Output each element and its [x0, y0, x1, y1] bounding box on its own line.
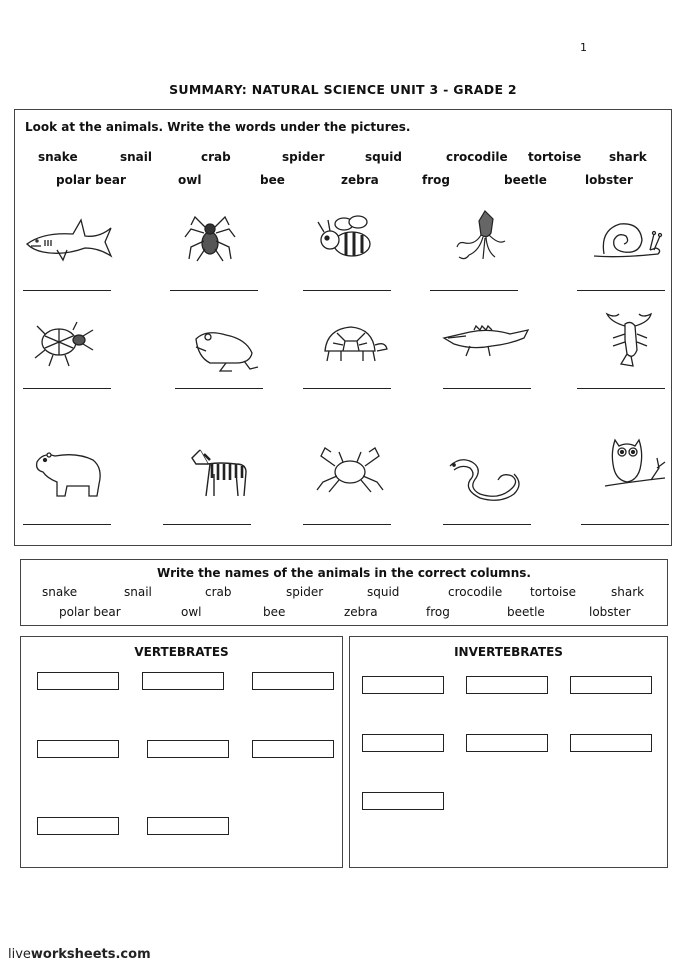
classification-instruction: Write the names of the animals in the correct columns. — [157, 566, 531, 580]
answer-line[interactable] — [163, 524, 251, 525]
crocodile-icon — [440, 310, 530, 370]
vertebrates-title: VERTEBRATES — [134, 645, 229, 659]
word-bank-item: snail — [124, 585, 152, 599]
answer-line[interactable] — [443, 388, 531, 389]
vertebrate-answer-box[interactable] — [37, 672, 119, 690]
word-bank-item: snake — [42, 585, 78, 599]
word-bank-item: beetle — [504, 173, 547, 187]
word-bank-item: bee — [263, 605, 286, 619]
word-bank-item: squid — [365, 150, 402, 164]
invertebrate-answer-box[interactable] — [466, 734, 548, 752]
word-bank-item: zebra — [341, 173, 379, 187]
answer-line[interactable] — [23, 524, 111, 525]
answer-line[interactable] — [23, 388, 111, 389]
word-bank-item: spider — [282, 150, 325, 164]
invertebrate-answer-box[interactable] — [362, 792, 444, 810]
page-number: 1 — [580, 41, 587, 54]
invertebrate-answer-box[interactable] — [362, 676, 444, 694]
bee-icon — [300, 210, 390, 270]
vertebrate-answer-box[interactable] — [252, 672, 334, 690]
vertebrate-answer-box[interactable] — [147, 817, 229, 835]
lobster-icon — [585, 310, 675, 370]
answer-line[interactable] — [430, 290, 518, 291]
invertebrates-title: INVERTEBRATES — [454, 645, 563, 659]
word-bank-item: snail — [120, 150, 153, 164]
word-bank-item: tortoise — [528, 150, 582, 164]
snake-icon — [440, 450, 530, 510]
invertebrate-answer-box[interactable] — [570, 734, 652, 752]
word-bank-item: lobster — [589, 605, 631, 619]
polar-bear-icon — [27, 442, 117, 502]
footer-brand-rest: worksheets.com — [30, 947, 151, 962]
zebra-icon — [180, 442, 270, 502]
answer-line[interactable] — [303, 524, 391, 525]
word-bank-item: bee — [260, 173, 285, 187]
word-bank-item: crocodile — [446, 150, 508, 164]
invertebrate-answer-box[interactable] — [362, 734, 444, 752]
answer-line[interactable] — [577, 388, 665, 389]
answer-line[interactable] — [23, 290, 111, 291]
vertebrate-answer-box[interactable] — [37, 817, 119, 835]
answer-line[interactable] — [577, 290, 665, 291]
vertebrates-column — [20, 636, 343, 868]
answer-line[interactable] — [170, 290, 258, 291]
word-bank-item: snake — [38, 150, 78, 164]
tortoise-icon — [305, 315, 395, 375]
pictures-section — [14, 109, 672, 546]
word-bank-item: frog — [422, 173, 450, 187]
word-bank-item: crab — [205, 585, 232, 599]
word-bank-item: polar bear — [56, 173, 126, 187]
vertebrate-answer-box[interactable] — [147, 740, 229, 758]
answer-line[interactable] — [443, 524, 531, 525]
page-title: SUMMARY: NATURAL SCIENCE UNIT 3 - GRADE 2 — [169, 82, 517, 97]
invertebrate-answer-box[interactable] — [466, 676, 548, 694]
squid-icon — [435, 205, 525, 265]
word-bank-item: shark — [609, 150, 647, 164]
beetle-icon — [23, 312, 113, 372]
shark-icon — [23, 210, 113, 270]
word-bank-item: spider — [286, 585, 324, 599]
word-bank-item: crocodile — [448, 585, 503, 599]
word-bank-item: lobster — [585, 173, 633, 187]
spider-icon — [165, 207, 255, 267]
invertebrate-answer-box[interactable] — [570, 676, 652, 694]
snail-icon — [580, 210, 670, 270]
vertebrate-answer-box[interactable] — [37, 740, 119, 758]
footer-brand-bold: live — [8, 947, 31, 962]
answer-line[interactable] — [175, 388, 263, 389]
vertebrate-answer-box[interactable] — [252, 740, 334, 758]
word-bank-item: owl — [181, 605, 202, 619]
invertebrates-column — [349, 636, 668, 868]
owl-icon — [585, 432, 675, 492]
pictures-instruction: Look at the animals. Write the words under the pictures. — [25, 120, 411, 134]
word-bank-item: beetle — [507, 605, 545, 619]
word-bank-item: owl — [178, 173, 202, 187]
classification-word-bank — [20, 559, 668, 626]
word-bank-item: tortoise — [530, 585, 576, 599]
word-bank-item: zebra — [344, 605, 378, 619]
answer-line[interactable] — [581, 524, 669, 525]
frog-icon — [180, 317, 270, 377]
answer-line[interactable] — [303, 388, 391, 389]
crab-icon — [305, 440, 395, 500]
word-bank-item: squid — [367, 585, 400, 599]
word-bank-item: frog — [426, 605, 450, 619]
footer-brand — [8, 947, 151, 962]
word-bank-item: polar bear — [59, 605, 121, 619]
vertebrate-answer-box[interactable] — [142, 672, 224, 690]
word-bank-item: shark — [611, 585, 645, 599]
word-bank-item: crab — [201, 150, 231, 164]
answer-line[interactable] — [303, 290, 391, 291]
